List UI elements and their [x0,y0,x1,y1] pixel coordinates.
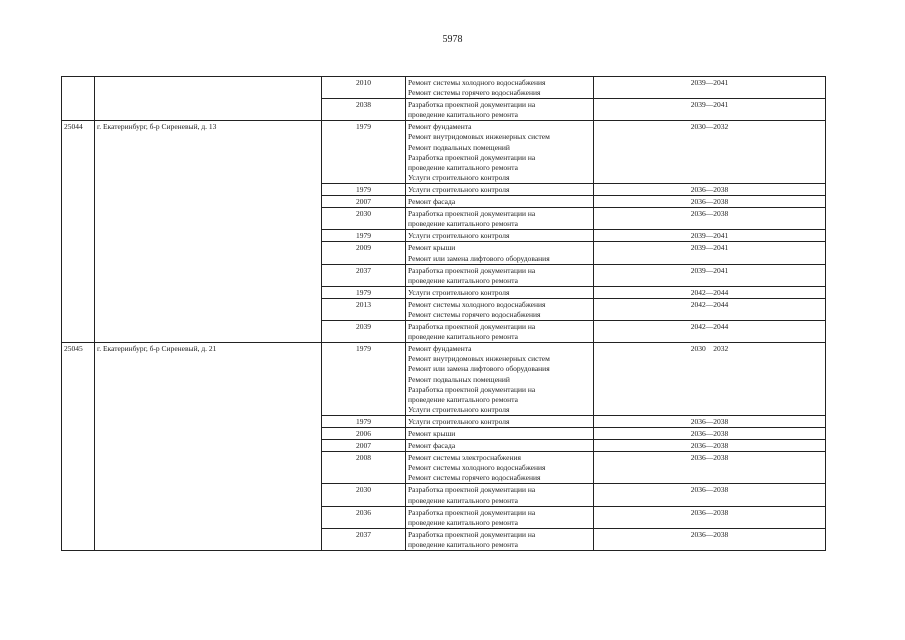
address-cell [95,77,322,121]
works-cell [406,321,594,343]
work-item: Ремонт подвальных помещений [408,142,510,152]
work-item: Ремонт фасада [408,441,456,451]
work-item: Разработка проектной документации на [408,209,536,219]
work-item: Ремонт подвальных помещений [408,374,510,384]
year-cell: 1979 [322,121,406,184]
year-cell: 2037 [322,264,406,286]
year-cell: 2010 [322,77,406,99]
work-item: Ремонт системы холодного водоснабжения [408,299,546,309]
year-cell: 2036 [322,506,406,528]
works-cell [406,99,594,121]
page-number: 5978 [442,34,463,45]
work-item: проведение капитального ремонта [408,495,518,505]
work-item: проведение капитального ремонта [408,110,518,120]
year-cell: 2007 [322,196,406,208]
year-cell: 2038 [322,99,406,121]
house-number-cell: 25044 [62,121,95,343]
year-cell: 2009 [322,242,406,264]
period-cell: 2030 2032 [594,343,826,416]
year-cell: 1979 [322,415,406,427]
work-item: Разработка проектной документации на [408,384,536,394]
work-item: проведение капитального ремонта [408,539,518,549]
period-cell: 2042—2044 [594,286,826,298]
year-cell: 1979 [322,230,406,242]
works-cell [406,528,594,550]
work-item: Услуги строительного контроля [408,231,510,241]
period-cell: 2042—2044 [594,321,826,343]
work-item: проведение капитального ремонта [408,219,518,229]
work-item: проведение капитального ремонта [408,394,518,404]
work-item: Ремонт фундамента [408,122,472,132]
work-item: Разработка проектной документации на [408,507,536,517]
period-cell: 2036—2038 [594,528,826,550]
works-cell [406,242,594,264]
period-cell: 2030—2032 [594,121,826,184]
year-cell: 1979 [322,183,406,195]
table-body [62,77,826,551]
work-item: Разработка проектной документации на [408,265,536,275]
works-cell [406,208,594,230]
work-item: Услуги строительного контроля [408,184,510,194]
period-cell: 2036—2038 [594,183,826,195]
work-item: Ремонт или замена лифтового оборудования [408,364,550,374]
work-item: Ремонт фасада [408,197,456,207]
period-cell: 2039—2041 [594,230,826,242]
work-item: Ремонт системы горячего водоснабжения [408,88,541,98]
work-item: Услуги строительного контроля [408,172,510,182]
work-item: Услуги строительного контроля [408,404,510,414]
work-item: Ремонт системы электроснабжения [408,453,521,463]
year-cell: 2030 [322,484,406,506]
work-item: проведение капитального ремонта [408,517,518,527]
house-number-cell: 25045 [62,343,95,551]
year-cell: 2006 [322,428,406,440]
period-cell: 2036—2038 [594,208,826,230]
table-row [62,343,826,416]
period-cell: 2042—2044 [594,298,826,320]
period-cell: 2039—2041 [594,242,826,264]
works-cell [406,428,594,440]
work-item: Услуги строительного контроля [408,416,510,426]
period-cell: 2039—2041 [594,264,826,286]
year-cell: 2030 [322,208,406,230]
work-item: проведение капитального ремонта [408,275,518,285]
work-item: Разработка проектной документации на [408,100,536,110]
year-cell: 2039 [322,321,406,343]
work-item: Ремонт системы горячего водоснабжения [408,473,541,483]
works-cell [406,343,594,416]
works-cell [406,77,594,99]
period-cell: 2036—2038 [594,196,826,208]
period-cell: 2039—2041 [594,99,826,121]
table-row [62,121,826,184]
address-cell: г. Екатеринбург, б-р Сиреневый, д. 21 [95,343,322,551]
work-item: Ремонт системы горячего водоснабжения [408,309,541,319]
work-item: Разработка проектной документации на [408,529,536,539]
work-item: Услуги строительного контроля [408,287,510,297]
work-item: Разработка проектной документации на [408,485,536,495]
works-cell [406,230,594,242]
house-number-cell [62,77,95,121]
year-cell: 2007 [322,440,406,452]
table-row [62,77,826,99]
works-cell [406,196,594,208]
work-item: проведение капитального ремонта [408,162,518,172]
work-item: Ремонт системы холодного водоснабжения [408,463,546,473]
year-cell: 1979 [322,343,406,416]
year-cell: 2008 [322,452,406,484]
work-item: Разработка проектной документации на [408,322,536,332]
work-item: проведение капитального ремонта [408,332,518,342]
work-item: Ремонт или замена лифтового оборудования [408,253,550,263]
period-cell: 2036—2038 [594,428,826,440]
capital-repair-table [61,76,826,551]
work-item: Разработка проектной документации на [408,152,536,162]
period-cell: 2036—2038 [594,415,826,427]
work-item: Ремонт крыши [408,429,456,438]
period-cell: 2036—2038 [594,452,826,484]
works-cell [406,183,594,195]
year-cell: 2037 [322,528,406,550]
work-item: Ремонт фундамента [408,344,472,354]
period-cell: 2036—2038 [594,440,826,452]
period-cell: 2036—2038 [594,506,826,528]
address-cell: г. Екатеринбург, б-р Сиреневый, д. 13 [95,121,322,343]
works-cell [406,298,594,320]
works-cell [406,286,594,298]
works-cell [406,415,594,427]
works-cell [406,440,594,452]
period-cell: 2039—2041 [594,77,826,99]
work-item: Ремонт системы холодного водоснабжения [408,78,546,87]
works-cell [406,484,594,506]
works-cell [406,264,594,286]
works-cell [406,121,594,184]
works-cell [406,506,594,528]
year-cell: 1979 [322,286,406,298]
works-cell [406,452,594,484]
period-cell: 2036—2038 [594,484,826,506]
work-item: Ремонт внутридомовых инженерных систем [408,132,550,142]
year-cell: 2013 [322,298,406,320]
work-item: Ремонт крыши [408,243,456,253]
work-item: Ремонт внутридомовых инженерных систем [408,354,550,364]
